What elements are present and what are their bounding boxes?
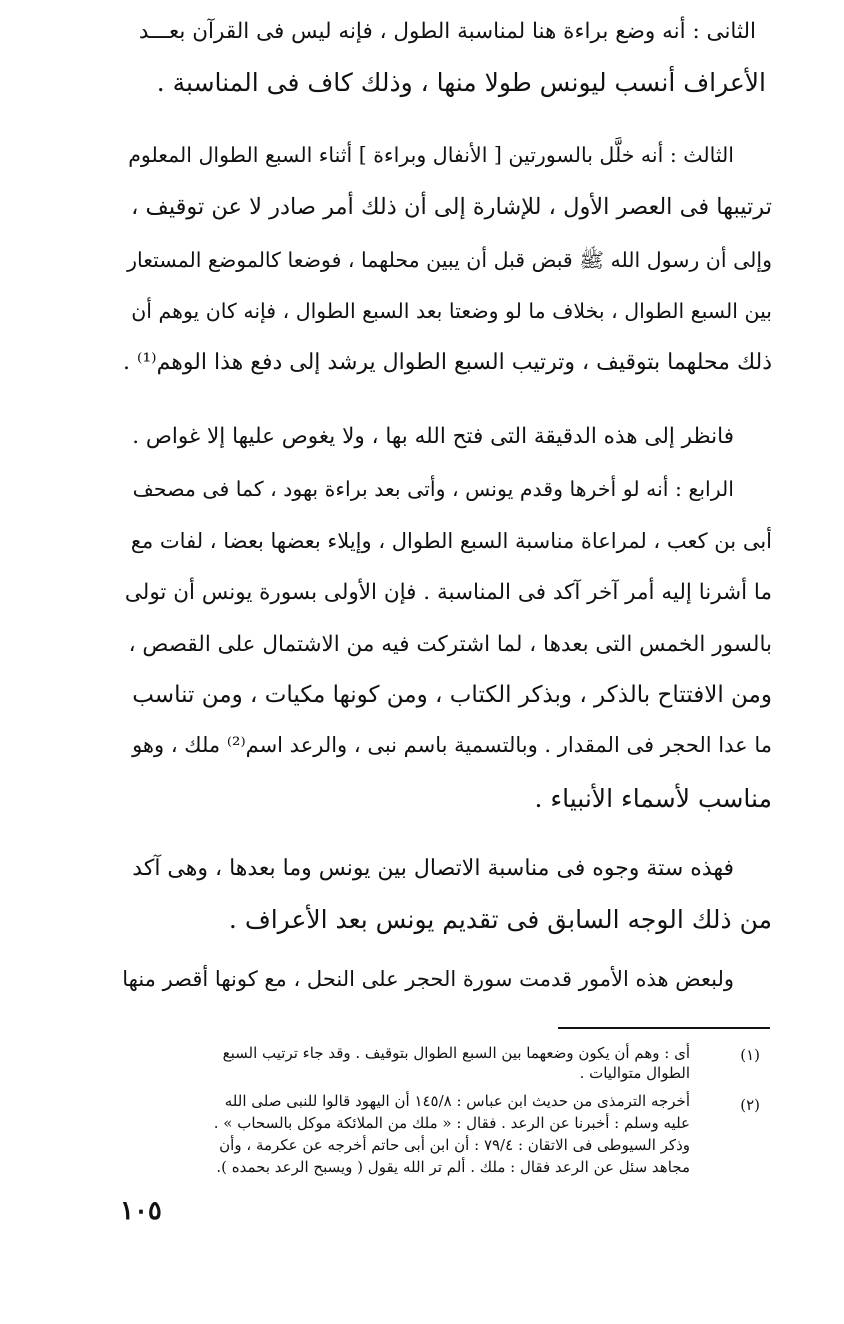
body-line: الثالث : أنه خلَّل بالسورتين [ الأنفال وبراءة ] أثناء السبع الطوال المعلوم xyxy=(128,143,734,167)
body-line: ترتيبها فى العصر الأول ، للإشارة إلى أن ذلك أمر صادر لا عن توقيف ، xyxy=(131,194,772,220)
footnote-number: (٢) xyxy=(740,1096,760,1114)
body-line: مناسب لأسماء الأنبياء . xyxy=(534,784,772,813)
body-line: فانظر إلى هذه الدقيقة التى فتح الله بها ، ولا يغوص عليها إلا غواص . xyxy=(132,424,734,449)
footnote-line: مجاهد سئل عن الرعد فقال : ملك . ألم تر الله يقول ( ويسبح الرعد بحمده ). xyxy=(216,1158,690,1176)
footnote-line: أى : وهم أن يكون وضعهما بين السبع الطوال بتوقيف . وقد جاء ترتيب السبع xyxy=(222,1044,690,1062)
body-line: بين السبع الطوال ، بخلاف ما لو وضعتا بعد السبع الطوال ، فإنه كان يوهم أن xyxy=(131,299,772,323)
body-line: الأعراف أنسب ليونس طولا منها ، وذلك كاف فى المناسبة . xyxy=(156,68,766,97)
body-line: الرابع : أنه لو أخرها وقدم يونس ، وأتى بعد براءة بهود ، كما فى مصحف xyxy=(132,477,734,501)
body-line: بالسور الخمس التى بعدها ، لما اشتركت فيه من الاشتمال على القصص ، xyxy=(128,632,772,657)
body-line: ومن الافتتاح بالذكر ، وبذكر الكتاب ، ومن كونها مكيات ، ومن تناسب xyxy=(132,682,772,708)
footnote-line: وذكر السيوطى فى الاتقان : ٧٩/٤ : أن ابن أبى حاتم أخرجه عن عكرمة ، وأن xyxy=(219,1136,690,1154)
body-line: وإلى أن رسول الله ﷺ قبض قبل أن يبين محلهما ، فوضعا كالموضع المستعار xyxy=(127,248,772,272)
page-number: ١٠٥ xyxy=(120,1196,162,1226)
body-line: ولبعض هذه الأمور قدمت سورة الحجر على النحل ، مع كونها أقصر منها xyxy=(122,967,734,991)
body-line: ذلك محلهما بتوقيف ، وترتيب السبع الطوال يرشد إلى دفع هذا الوهم⁽¹⁾ . xyxy=(122,350,772,375)
footnote-rule xyxy=(558,1027,770,1029)
footnote-number: (١) xyxy=(740,1046,760,1064)
footnote-line: الطوال متواليات . xyxy=(579,1064,690,1082)
body-line: ما عدا الحجر فى المقدار . وبالتسمية باسم نبى ، والرعد اسم⁽²⁾ ملك ، وهو xyxy=(132,733,772,757)
body-line: من ذلك الوجه السابق فى تقديم يونس بعد الأعراف . xyxy=(228,905,772,934)
body-line: ما أشرنا إليه أمر آخر آكد فى المناسبة . فإن الأولى بسورة يونس أن تولى xyxy=(124,580,772,605)
body-line: فهذه ستة وجوه فى مناسبة الاتصال بين يونس وما بعدها ، وهى آكد xyxy=(132,856,734,881)
footnote-line: عليه وسلم : أخبرنا عن الرعد . فقال : « ملك من الملائكة موكل بالسحاب » . xyxy=(213,1114,690,1132)
body-line: أبى بن كعب ، لمراعاة مناسبة السبع الطوال ، وإيلاء بعضها بعضا ، لفات مع xyxy=(130,529,772,553)
footnote-line: أخرجه الترمذى من حديث ابن عباس : ١٤٥/٨ أن اليهود قالوا للنبى صلى الله xyxy=(224,1092,690,1110)
body-line: الثانى : أنه وضع براءة هنا لمناسبة الطول ، فإنه ليس فى القرآن بعـــد xyxy=(138,19,756,44)
